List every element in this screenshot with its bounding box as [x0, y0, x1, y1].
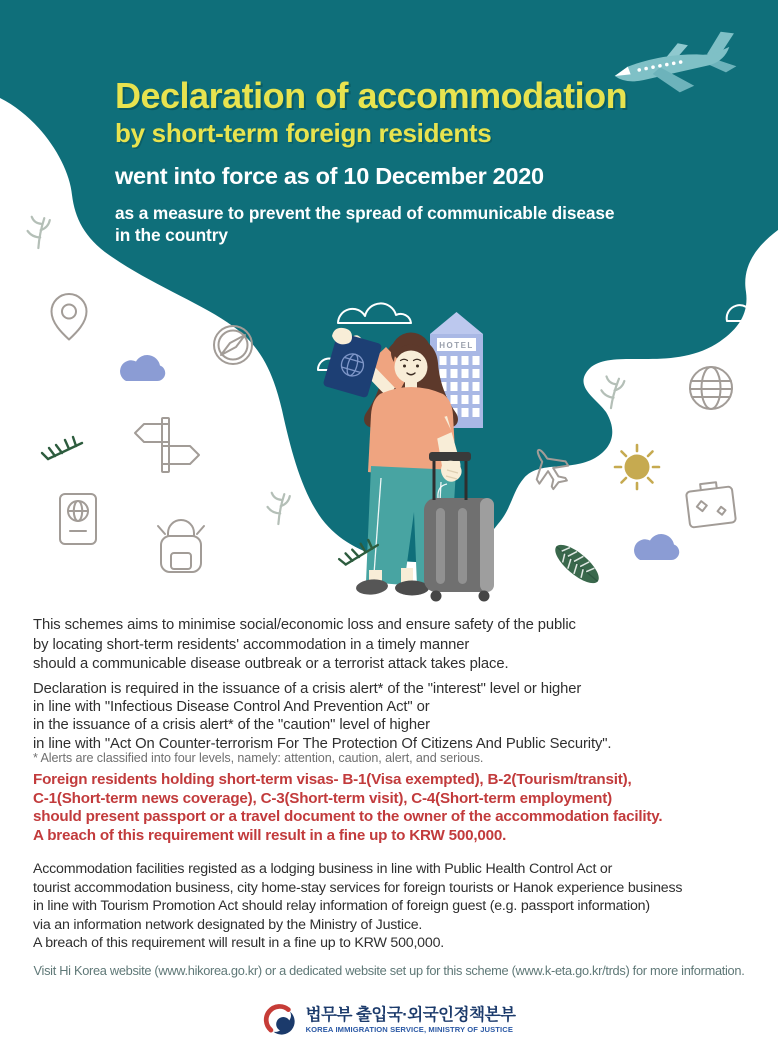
page-title: Declaration of accommodation — [115, 75, 628, 116]
ministry-name-korean: 법무부 출입국·외국인정책본부 — [305, 1005, 516, 1024]
hotel-sign-text: HOTEL — [439, 341, 474, 350]
branch-icon — [42, 437, 82, 459]
leaf-sprig-icon — [25, 213, 55, 249]
suitcase-outline-icon — [685, 480, 736, 527]
alert-levels-note: * Alerts are classified into four levels, namely: attention, caution, alert, and serious. — [33, 751, 484, 765]
tropical-leaf-icon — [550, 539, 605, 590]
effective-date-line: went into force as of 10 December 2020 — [115, 163, 544, 189]
taegeuk-logo-icon — [263, 1003, 297, 1037]
paragraph-accommodation-facilities: Accommodation facilities registed as a lodging business in line with Public Health Control Act or tourist accommodation business, city home-stay services for foreign tourists or Hanok experience business in line with Tourism Promotion Act should relay information of foreign guest (e.g. passport information) via an information network designated by the Ministry of Justice. A breach of this requirement will result in a fine up to KRW 500,000. — [33, 861, 683, 951]
more-info-line: Visit Hi Korea website (www.hikorea.go.kr) or a dedicated website set up for this scheme (www.k-eta.go.kr/trds) for more information. — [33, 963, 745, 978]
paragraph-visa-warning: Foreign residents holding short-term visas- B-1(Visa exempted), B-2(Tourism/transit), C-1(Short-term news coverage), C-3(Short-term visit), C-4(Short-term employment) should present passport or a travel document to the owner of the accommodation facility. A breach of this requirement will result in a fine up to KRW 500,000. — [33, 771, 663, 844]
globe-icon — [690, 367, 732, 409]
location-pin-icon — [52, 294, 87, 340]
compass-icon — [214, 326, 252, 364]
paragraph-declaration-requirement: Declaration is required in the issuance of a crisis alert* of the "interest" level or higher in line with "Infectious Disease Control And Prevention Act" or in the issuance of a crisis alert* of the "caution" level of higher in line with "Act On Counter-terrorism For The Protection Of Citizens And Public Security". — [33, 681, 612, 752]
ministry-logo — [0, 1003, 778, 1037]
page-subtitle: by short-term foreign residents — [115, 118, 492, 148]
sun-icon — [615, 445, 659, 489]
ministry-logo-text — [306, 1006, 516, 1035]
ministry-name-english: KOREA IMMIGRATION SERVICE, MINISTRY OF JUSTICE — [305, 1024, 513, 1034]
header — [115, 76, 627, 246]
face — [395, 351, 428, 384]
signpost-icon — [135, 418, 199, 472]
backpack-icon — [158, 520, 204, 572]
passport-icon — [60, 494, 96, 544]
shoe — [395, 581, 429, 596]
paragraph-purpose: This schemes aims to minimise social/economic loss and ensure safety of the public by locating short-term residents' accommodation in a timely manner should a communicable disease outbreak or a terrorist attack takes place. — [33, 617, 576, 673]
tagline: as a measure to prevent the spread of communicable disease in the country — [115, 203, 615, 245]
